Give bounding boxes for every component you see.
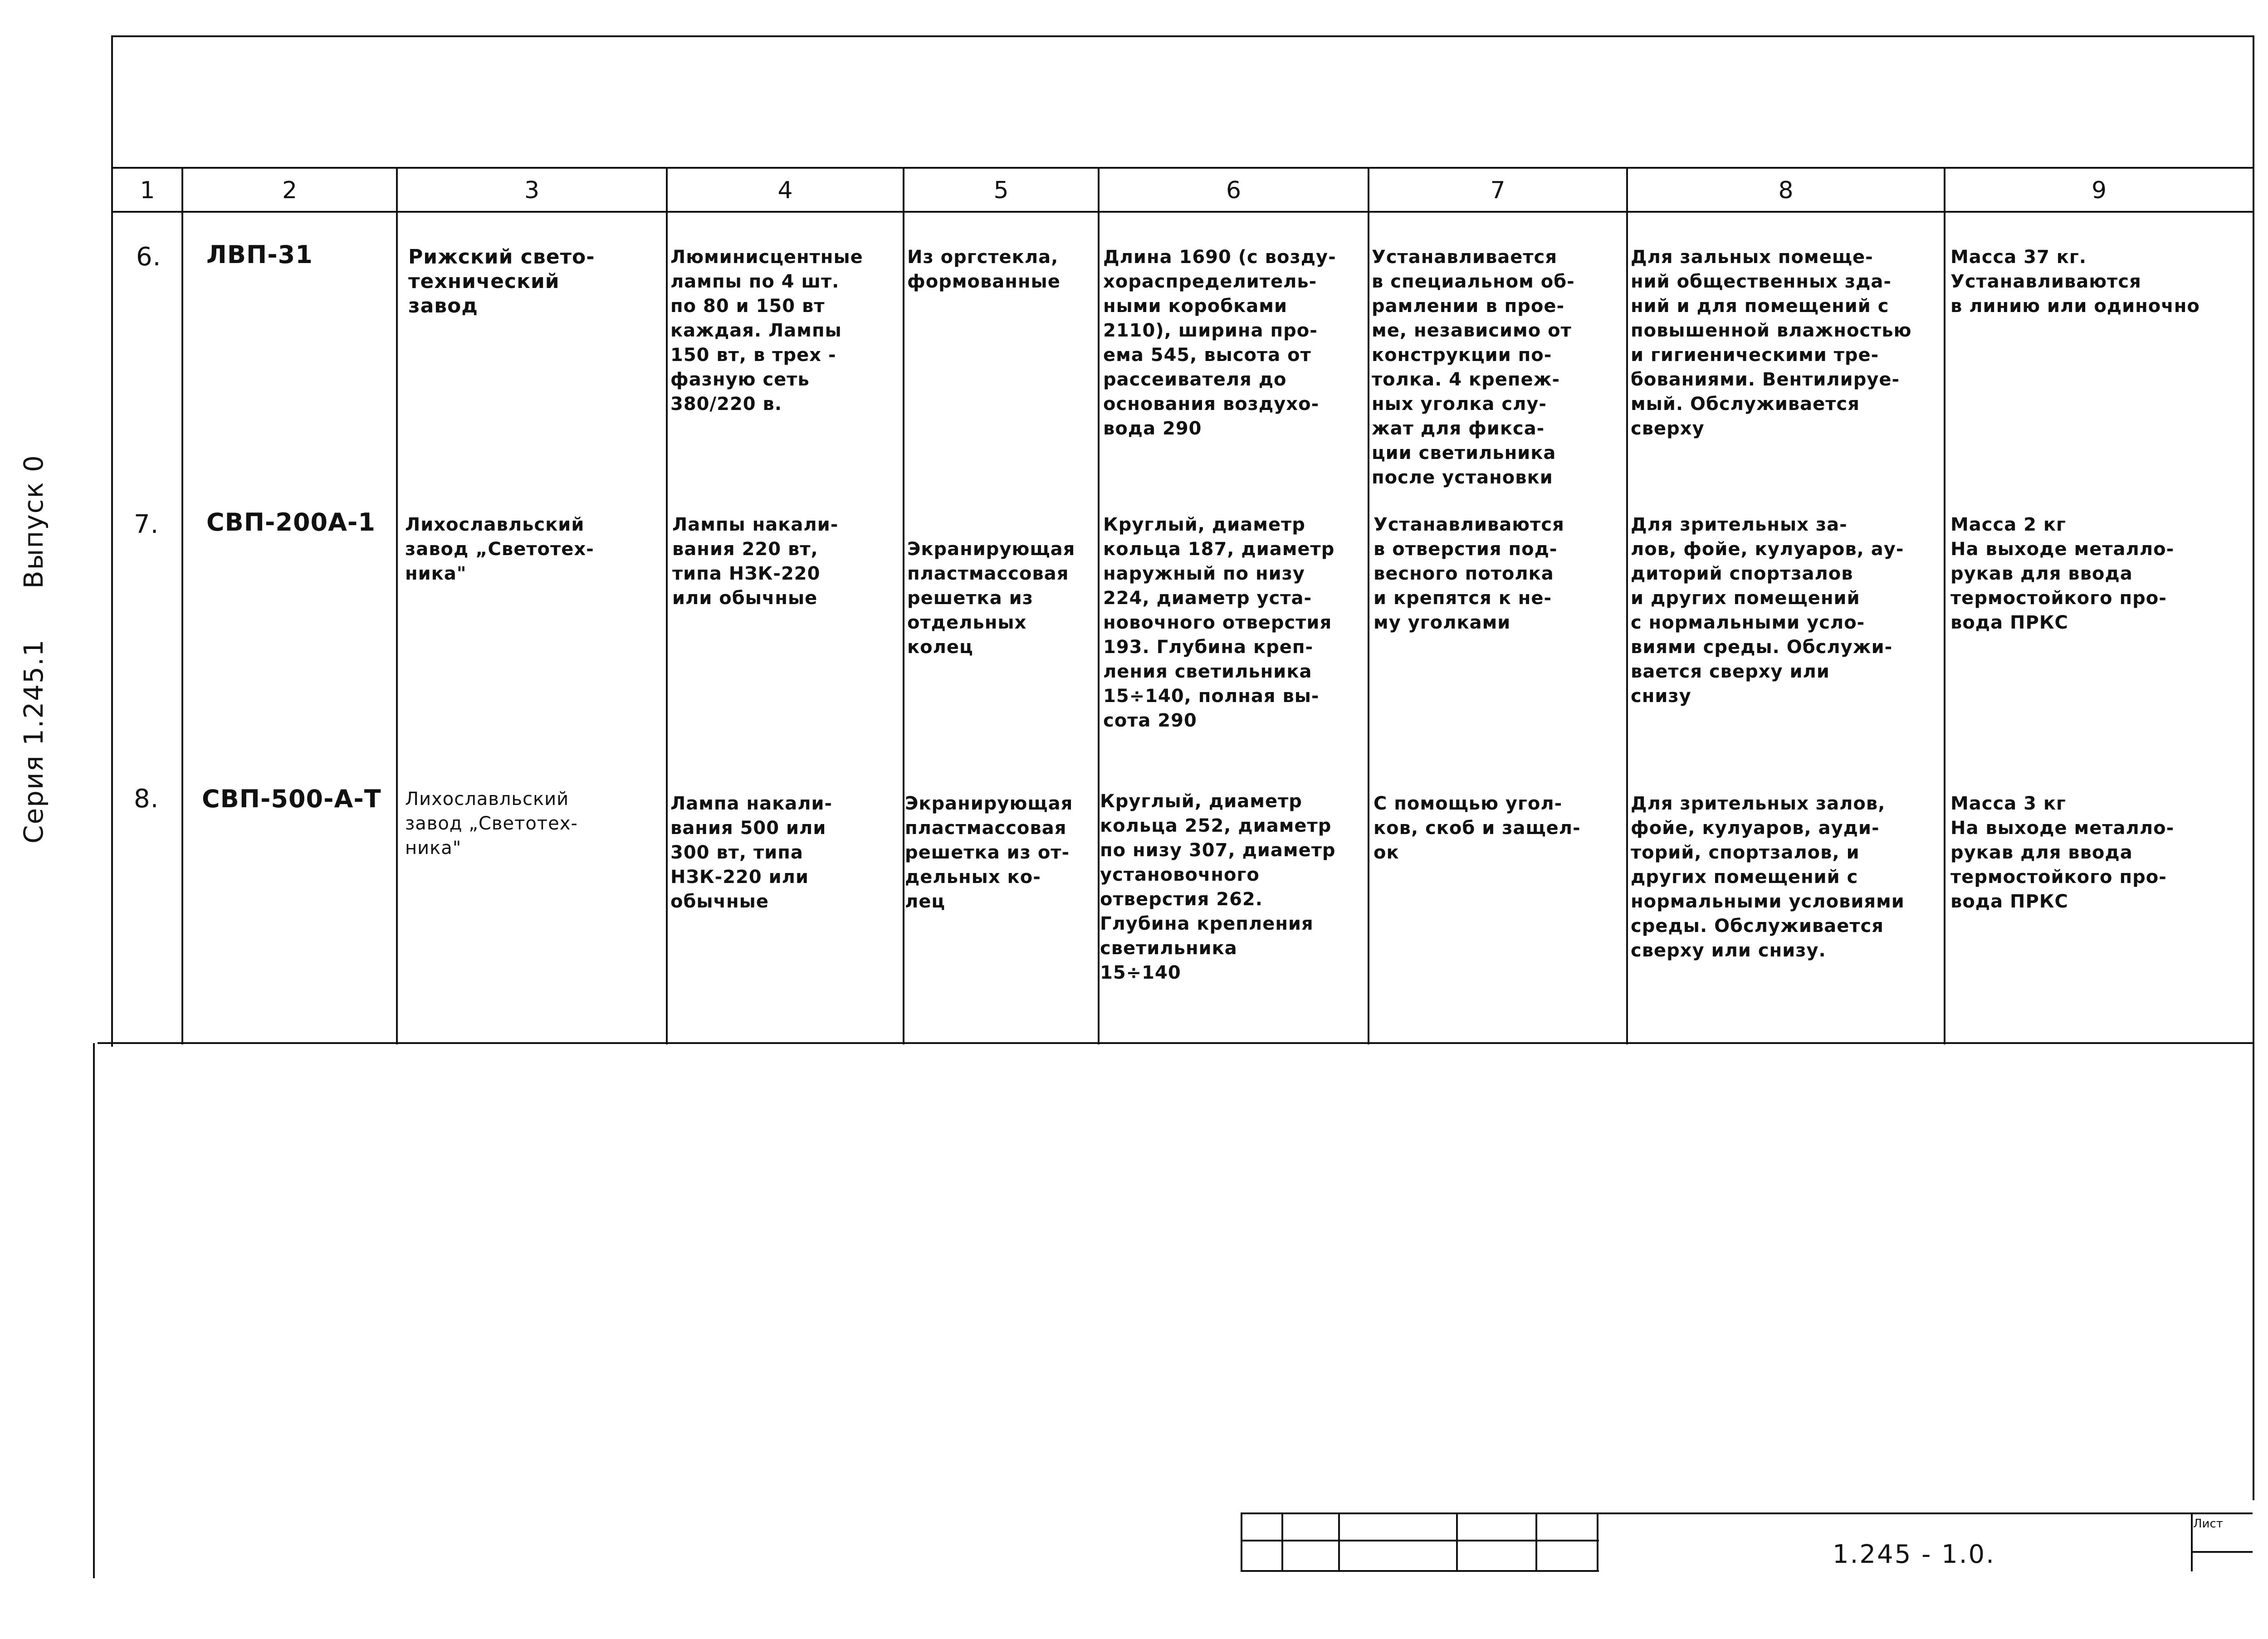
row-number: 6. <box>136 242 161 272</box>
purpose: Для зрительных за- лов, фойе, кулуаров, ау- диторий спортзалов и других помещений с нормальными усло- виями среды. Обслужи- вается сверху или снизу <box>1631 514 1904 707</box>
col-divider <box>396 167 398 1044</box>
series-label: Серия 1.245.1 <box>18 639 49 844</box>
row-number: 8. <box>134 784 159 814</box>
stamp-divider <box>1241 1512 1242 1571</box>
col-divider <box>1368 167 1369 1044</box>
col-divider <box>1098 167 1100 1044</box>
notes: Масса 37 кг. Устанавливаются в линию или одиночно <box>1950 247 2200 317</box>
dimensions: Длина 1690 (с возду- хораспределитель- ными коробками 2110), ширина про- ема 545, высота от рассеивателя до основания воздухо- вода 290 <box>1103 247 1336 439</box>
lamp-spec: Лампы накали- вания 220 вт, типа НЗК-220 или обычные <box>672 514 839 609</box>
col-header-1: 1 <box>140 176 155 204</box>
luminaire-mark: СВП-200А-1 <box>206 508 376 537</box>
diffuser-spec <box>907 512 1075 659</box>
stamp-divider <box>1281 1512 1283 1571</box>
notes: Масса 2 кг На выходе металло- рукав для ввода термостойкого про- вода ПРКС <box>1950 514 2175 633</box>
side-caption <box>18 345 49 844</box>
purpose: Для зальных помеще- ний общественных зда- ний и для помещений с повышенной влажностью и гигиеническими тре- бованиями. Вентилируе- мый. Обслуживается сверху <box>1631 247 1912 439</box>
diffuser-rest: решетка из отдельных колец <box>907 588 1033 658</box>
frame-left-upper <box>111 35 113 1047</box>
col-header-4: 4 <box>777 176 793 204</box>
frame-top <box>111 35 2254 37</box>
manufacturer: Рижский свето- технический завод <box>408 245 595 317</box>
stamp-list-box <box>2191 1551 2253 1553</box>
sheet-label: Лист <box>2193 1517 2223 1531</box>
document-code: 1.245 - 1.0. <box>1833 1540 1995 1569</box>
diffuser-line-1: Экранирующая <box>907 539 1075 560</box>
col-header-6: 6 <box>1226 176 1242 204</box>
dimensions: Круглый, диаметр кольца 187, диаметр наружный по низу 224, диаметр уста- новочного отверстия 193. Глубина креп- ления светильника 15÷140, полная вы- сота 290 <box>1103 514 1335 731</box>
frame-left-lower <box>93 1043 95 1578</box>
row-number: 7. <box>134 510 159 539</box>
stamp-divider <box>1535 1512 1537 1571</box>
lamp-spec: Лампа накали- вания 500 или 300 вт, типа НЗК-220 или обычные <box>670 793 833 912</box>
stamp-divider <box>1456 1512 1458 1571</box>
col-header-2: 2 <box>282 176 298 204</box>
purpose: Для зрительных залов, фойе, кулуаров, ауди- торий, спортзалов, и других помещений с нормальными условиями среды. Обслуживается сверху или снизу. <box>1631 793 1905 961</box>
stamp-bottom-line <box>1241 1570 1599 1572</box>
stamp-mid-line <box>1241 1540 1599 1541</box>
issue-label: Выпуск 0 <box>18 454 49 589</box>
col-divider <box>903 167 904 1044</box>
col-header-3: 3 <box>524 176 540 204</box>
mounting: Устанавливается в специальном об- рамлении в прое- ме, независимо от конструкции по- толка. 4 крепеж- ных уголка слу- жат для фикса- ции светильника после установки <box>1372 247 1575 488</box>
stamp-divider <box>1597 1512 1598 1571</box>
mounting: С помощью угол- ков, скоб и защел- ок <box>1374 793 1581 863</box>
col-divider <box>1944 167 1945 1044</box>
col-header-5: 5 <box>993 176 1009 204</box>
col-header-9: 9 <box>2091 176 2107 204</box>
notes: Масса 3 кг На выходе металло- рукав для ввода термостойкого про- вода ПРКС <box>1950 793 2175 912</box>
stamp-divider <box>1338 1512 1340 1571</box>
diffuser-spec: Из оргстекла, формованные <box>907 247 1061 292</box>
table-bottom-line <box>98 1042 2254 1044</box>
luminaire-mark: СВП-500-А-Т <box>202 785 381 813</box>
diffuser-line-extra: пластмассовая <box>907 563 1069 584</box>
col-divider <box>666 167 668 1044</box>
stamp-top-line <box>1241 1512 2253 1514</box>
manufacturer: Лихославльский завод „Светотех- ника" <box>405 514 594 584</box>
stamp-list-box <box>2191 1512 2193 1571</box>
luminaire-mark: ЛВП-31 <box>206 240 313 269</box>
mounting: Устанавливаются в отверстия под- весного потолка и крепятся к не- му уголками <box>1374 514 1564 633</box>
col-header-8: 8 <box>1778 176 1794 204</box>
col-header-7: 7 <box>1490 176 1505 204</box>
diffuser-spec: Экранирующая пластмассовая решетка из от- дельных ко- лец <box>905 793 1073 912</box>
manufacturer: Лихославльский завод „Светотех- ника" <box>405 789 578 859</box>
col-divider <box>181 167 183 1044</box>
col-divider <box>1626 167 1628 1044</box>
dimensions: Круглый, диаметр кольца 252, диаметр по низу 307, диаметр установочного отверстия 262. Глубина крепления светильника 15÷140 <box>1100 791 1336 983</box>
frame-right <box>2253 35 2254 1500</box>
lamp-spec: Люминисцентные лампы по 4 шт. по 80 и 150 вт каждая. Лампы 150 вт, в трех - фазную сеть 380/220 в. <box>670 247 863 415</box>
